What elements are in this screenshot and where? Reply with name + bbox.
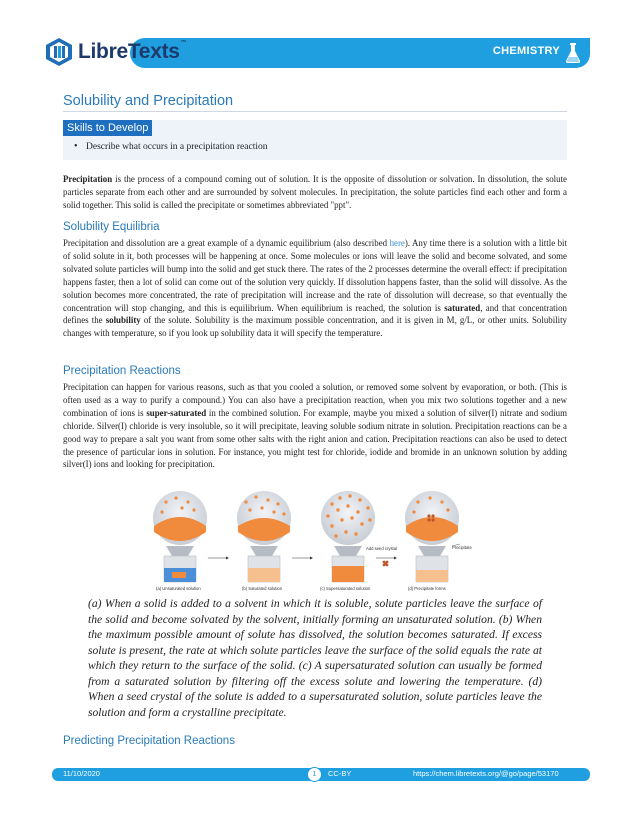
- panel-d-label: (d) Precipitate forms: [408, 586, 446, 591]
- seed-crystal: [383, 561, 389, 567]
- panel-a: [153, 491, 207, 582]
- figure-caption: (a) When a solid is added to a solvent in which it is soluble, solute particles leave the surface of the solid and become solvated by the solvent, initially forming an unsaturated solution. (b) When the maximum possible amount of solute has dissolved, the solution becomes saturated. If excess solute is present, the rate at which solute particles leave the surface of the solid equals the rate at which they return to the surface of the solid. (c) A supersaturated solution can usually be formed from a saturated solution by filtering off the excess solute and lowering the temperature. (d) When a seed crystal of the solute is added to a supersaturated solution, solute particles leave the solution and form a crystalline precipitate.: [88, 597, 542, 719]
- precipitation-reactions-paragraph: Precipitation can happen for various reasons, such as that you cooled a solution, or removed some solvent by evaporation, or both. (This is often used as a way to purify a compound.) You can also have a precipitation reaction, when you mix two solutions together and a new combination of ions is super-saturated in the combined solution. For example, maybe you mixed a solution of silver(I) nitrate and sodium chloride. Silver(I) chloride is very insoluble, so it will precipitate, leaving soluble sodium nitrate in solution. Precipitation reactions can be a good way to prepare a salt you want from some other salts with the right anion and cation. Precipitation reactions can also be used to detect the presence of particular ions in solution. For instance, you might test for chloride, iodide and bromide in an unknown solution by adding silver(I) ions and looking for precipitation.: [63, 382, 567, 470]
- panel-c: [321, 491, 375, 582]
- skills-heading: Skills to Develop: [63, 120, 152, 136]
- page-title: Solubility and Precipitation: [63, 93, 234, 109]
- libretexts-logo-icon: [44, 37, 74, 67]
- solubility-equilibria-paragraph: Precipitation and dissolution are a great example of a dynamic equilibrium (also described here). Any time there is a solution with a little bit of solid solute in it, both processes will be happening at once. Some molecules or ions will leave the solid and become solvated, and some solvated solute particles will bump into the solid and get stuck there. The rates of the 2 processes determine the overall effect: if precipitation happens faster, then a lot of solid can come out of the solution very quickly. If dissolution happens faster, than the solid will dissolve. As the solution becomes more concentrated, the rate of precipitation will increase and the rate of dissolution will decrease, so that eventually the concentration will stop changing, and this is equilibrium. When equilibrium is reached, the solution is saturated, and that concentration defines the solubility of the solute. Solubility is the maximum possible concentration, and it is given in M, g/L, or other units. Solubility changes with temperature, so if you look up solubility data it will specify the temperature.: [63, 238, 567, 339]
- page-number: 1: [307, 767, 322, 782]
- panel-b: [237, 491, 291, 582]
- panel-c-label: (c) Supersaturated solution: [320, 586, 371, 591]
- seed-crystal-label: Add seed crystal: [366, 546, 397, 551]
- page-header: [0, 0, 630, 80]
- intro-paragraph: Precipitation is the process of a compound coming out of solution. It is the opposite of dissolution or solvation. In dissolution, the solute particles separate from each other and are surrounded by solvent molecules. In precipitation, the solute particles find each other and form a solid together. This solid is called the precipitate or sometimes abbreviated "ppt".: [63, 174, 567, 210]
- skills-list-item: • Describe what occurs in a precipitation reaction: [75, 142, 267, 152]
- skills-box: [63, 120, 567, 160]
- panel-d: [405, 491, 459, 582]
- here-link[interactable]: here: [389, 238, 405, 248]
- section-heading-predicting-precipitation: Predicting Precipitation Reactions: [63, 735, 235, 747]
- footer-license: CC-BY: [328, 769, 352, 778]
- libretexts-logo[interactable]: [44, 37, 186, 67]
- section-heading-precipitation-reactions: Precipitation Reactions: [63, 365, 181, 377]
- section-heading-solubility-equilibria: Solubility Equilibria: [63, 221, 160, 233]
- precipitation-figure: [146, 488, 486, 594]
- precipitate-label: Precipitate: [452, 545, 472, 550]
- footer-date: 11/10/2020: [63, 769, 100, 778]
- logo-text: LibreTexts™: [78, 40, 187, 63]
- footer-url[interactable]: https://chem.libretexts.org/@go/page/53170: [413, 769, 559, 778]
- flask-icon: [564, 42, 582, 64]
- title-divider: [63, 111, 567, 112]
- panel-a-label: (a) Unsaturated solution: [156, 586, 201, 591]
- panel-b-label: (b) Saturated solution: [242, 586, 283, 591]
- library-label[interactable]: CHEMISTRY: [492, 45, 560, 57]
